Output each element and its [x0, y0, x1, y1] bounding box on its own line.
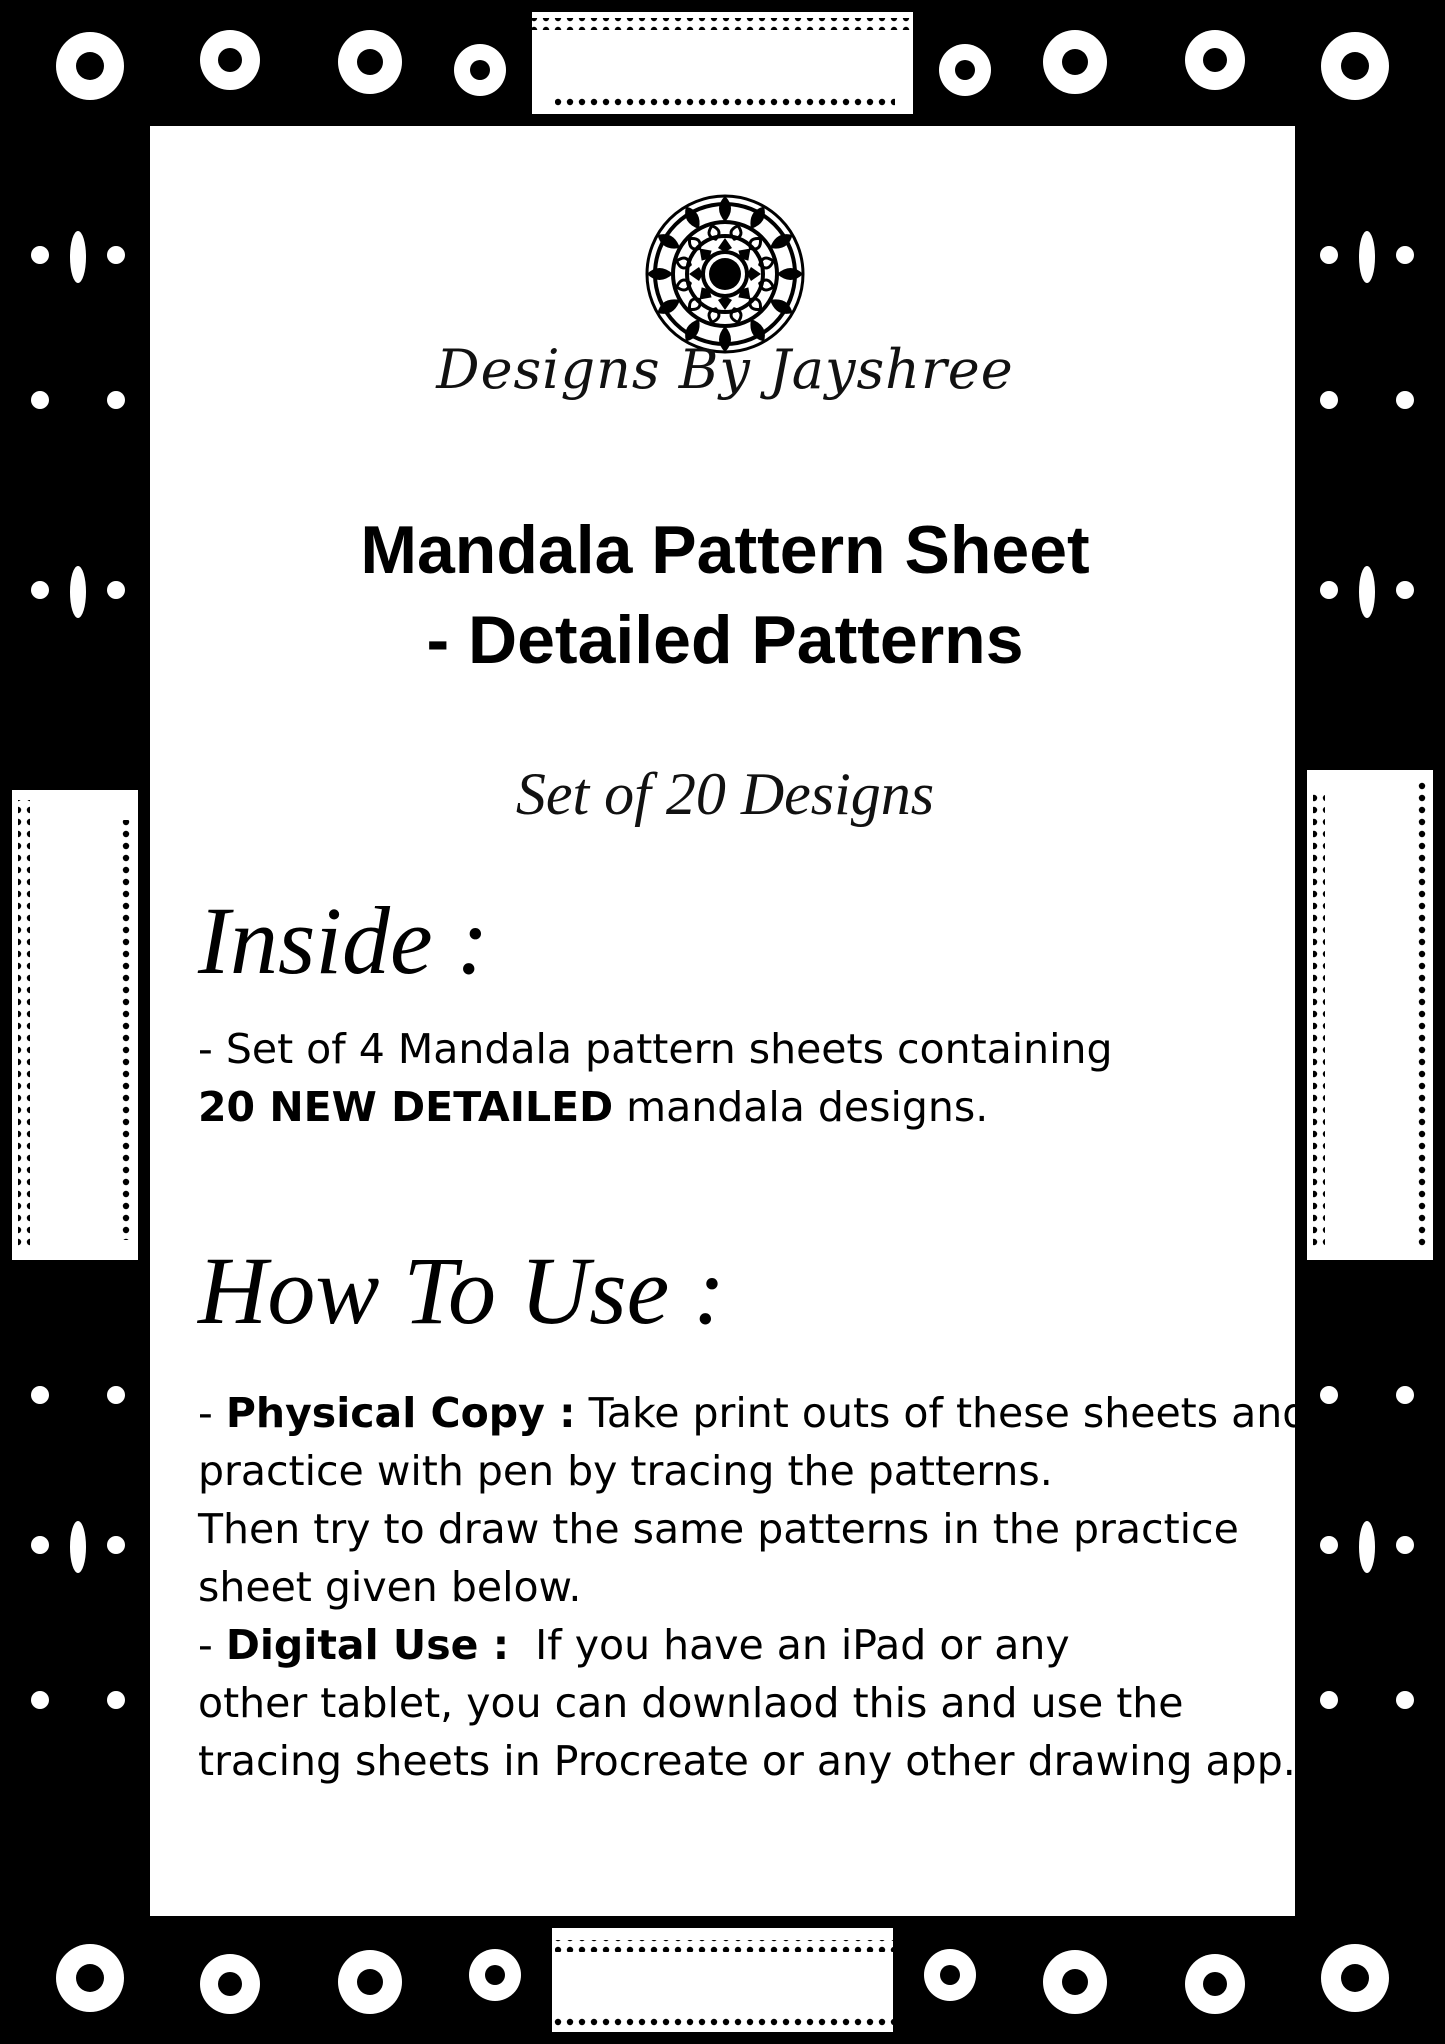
digital-prefix: -	[198, 1621, 226, 1669]
subtitle: Set of 20 Designs	[515, 761, 935, 827]
inside-line-1: - Set of 4 Mandala pattern sheets containing	[198, 1025, 1113, 1073]
digital-use-rest: If you have an iPad or any	[509, 1621, 1070, 1669]
physical-prefix: -	[198, 1389, 226, 1437]
digital-use-line	[198, 1616, 1308, 1674]
how-to-use-line-6: other tablet, you can downlaod this and use the	[198, 1679, 1184, 1727]
physical-copy-label: Physical Copy :	[225, 1389, 576, 1437]
inside-line-2-bold: 20 NEW DETAILED	[198, 1083, 614, 1131]
inside-heading: Inside :	[198, 887, 489, 994]
how-to-use-text	[198, 1384, 1308, 1790]
how-to-use-heading: How To Use :	[198, 1237, 726, 1344]
inside-line-2-rest: mandala designs.	[613, 1083, 989, 1131]
physical-copy-line	[198, 1384, 1308, 1442]
title-line-1: Mandala Pattern Sheet	[360, 512, 1090, 588]
title-line-2: - Detailed Patterns	[426, 602, 1024, 678]
brand-name: Designs By Jayshree	[436, 338, 1014, 401]
how-to-use-line-2: practice with pen by tracing the patterns.	[198, 1447, 1053, 1495]
how-to-use-line-3: Then try to draw the same patterns in the practice	[198, 1505, 1239, 1553]
page-title	[150, 505, 1300, 685]
inside-line-2	[198, 1078, 1113, 1136]
how-to-use-line-7: tracing sheets in Procreate or any other drawing app.	[198, 1737, 1296, 1785]
physical-copy-rest: Take print outs of these sheets and	[575, 1389, 1309, 1437]
how-to-use-line-4: sheet given below.	[198, 1563, 582, 1611]
inside-text	[198, 1020, 1113, 1136]
mandala-logo-icon	[643, 192, 807, 356]
content-panel	[150, 120, 1309, 1920]
digital-use-label: Digital Use :	[225, 1621, 510, 1669]
